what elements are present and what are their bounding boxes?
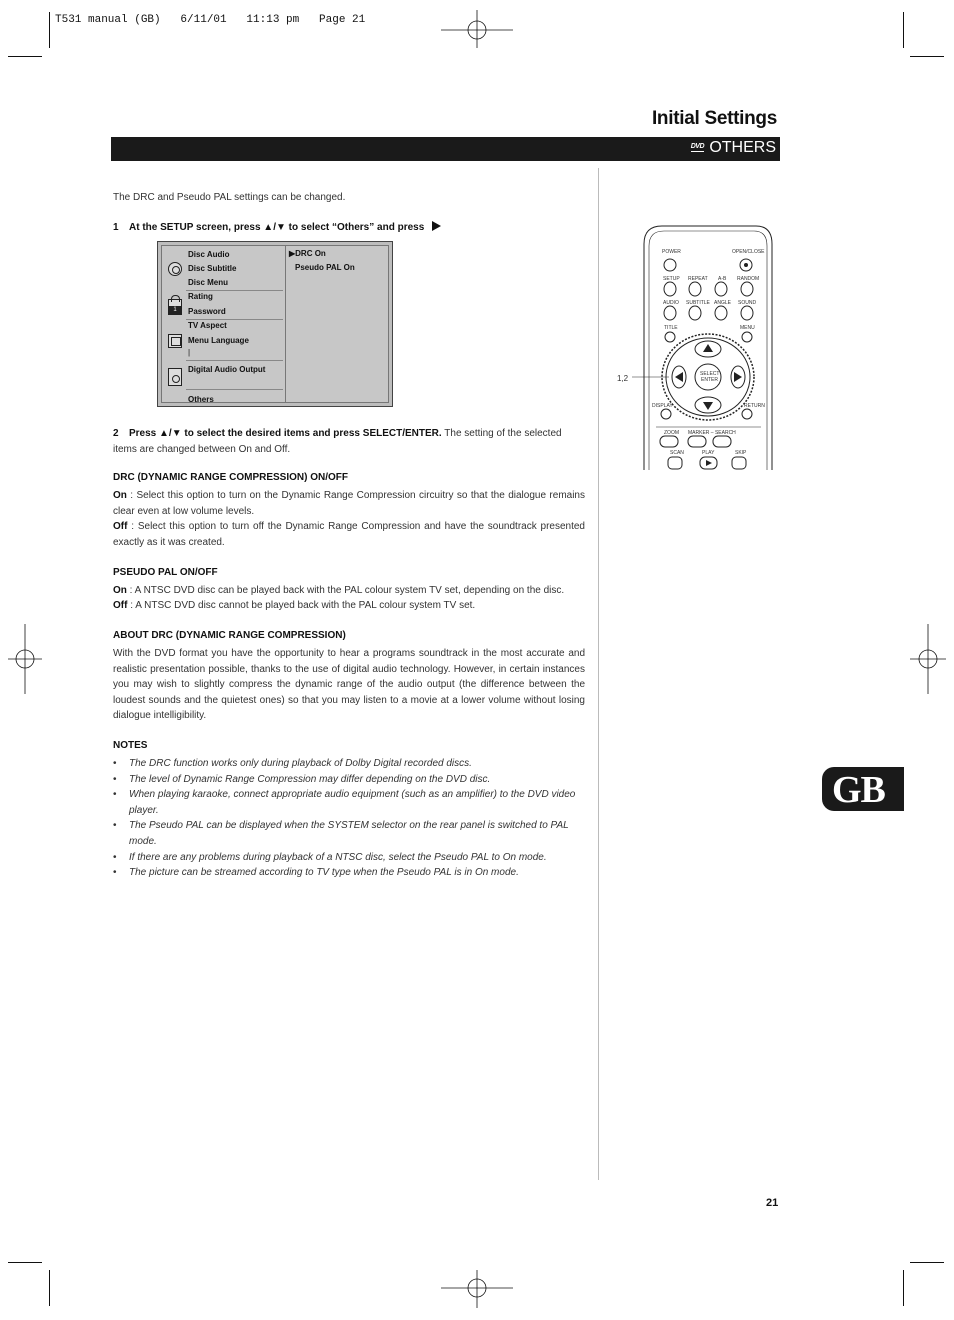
pal-on-paragraph bbox=[113, 583, 585, 599]
label-repeat: REPEAT bbox=[688, 276, 708, 282]
pal-off-paragraph bbox=[113, 598, 585, 614]
setup-menu bbox=[162, 246, 286, 402]
label-angle: ANGLE bbox=[714, 300, 731, 306]
menu-item-rating: Rating bbox=[188, 292, 213, 301]
notes-list bbox=[113, 756, 585, 881]
label-skip: SKIP bbox=[735, 450, 747, 456]
pal-on-label: On bbox=[113, 585, 127, 596]
note-item: • When playing karaoke, connect appropriate audio equipment (such as an amplifier) to the DVD video player. bbox=[113, 787, 585, 818]
label-return: RETURN bbox=[744, 403, 765, 409]
notes-heading: NOTES bbox=[113, 740, 148, 751]
remote-control-illustration bbox=[606, 222, 776, 472]
step-1 bbox=[113, 221, 441, 233]
label-audio: AUDIO bbox=[663, 300, 679, 306]
setup-screen bbox=[157, 241, 393, 407]
section-bar bbox=[111, 137, 780, 161]
drc-on-paragraph bbox=[113, 488, 585, 519]
lock-icon: 1 bbox=[168, 299, 182, 315]
step-number: 1 bbox=[113, 222, 119, 233]
label-title: TITLE bbox=[664, 325, 678, 331]
section-label: OTHERS bbox=[709, 139, 776, 156]
label-display: DISPLAY bbox=[652, 403, 673, 409]
menu-item-divider-mark: | bbox=[188, 348, 191, 357]
menu-item-disc-menu: Disc Menu bbox=[188, 278, 229, 287]
label-sound: SOUND bbox=[738, 300, 757, 306]
pal-off-text: : A NTSC DVD disc cannot be played back with the PAL colour system TV set. bbox=[127, 600, 476, 611]
menu-item-tv-aspect: TV Aspect bbox=[188, 321, 227, 330]
about-drc-text: With the DVD format you have the opportunity to hear a programs soundtrack in the most accurate and realistic presentation possible, thanks to the use of digital audio technology. However, in certain instances you may wish to slightly compress the dynamic range of the audio output (the difference between the loudest sounds and the quietest ones) so that you may listen to a movie at a lower volume without losing dialogue intelligibility. bbox=[113, 648, 585, 722]
label-ab: A-B bbox=[718, 276, 727, 282]
label-marker-search: MARKER – SEARCH bbox=[688, 430, 736, 436]
disc-icon bbox=[168, 262, 182, 276]
label-enter: ENTER bbox=[701, 377, 718, 383]
label-setup: SETUP bbox=[663, 276, 680, 282]
drc-off-label: Off bbox=[113, 521, 128, 532]
label-power: POWER bbox=[662, 249, 681, 255]
dvd-logo-icon: DVD bbox=[690, 143, 704, 150]
label-open-close: OPEN/CLOSE bbox=[732, 249, 765, 255]
pal-heading: PSEUDO PAL ON/OFF bbox=[113, 567, 218, 578]
label-zoom: ZOOM bbox=[664, 430, 679, 436]
menu-item-others: Others bbox=[188, 395, 214, 404]
about-drc-heading: ABOUT DRC (DYNAMIC RANGE COMPRESSION) bbox=[113, 630, 346, 641]
note-item: • If there are any problems during playback of a NTSC disc, select the Pseudo PAL to On mode. bbox=[113, 850, 585, 866]
column-divider bbox=[598, 168, 599, 1180]
menu-item-menu-language: Menu Language bbox=[188, 336, 249, 345]
step-text: At the SETUP screen, press ▲/▼ to select “Others” and press bbox=[129, 222, 425, 233]
step-2 bbox=[113, 426, 585, 457]
label-menu: MENU bbox=[740, 325, 755, 331]
option-drc: ▶DRC On bbox=[289, 249, 326, 258]
step-2-detail: The setting of the selected items are changed between On and Off. bbox=[113, 428, 562, 455]
note-item: • The level of Dynamic Range Compression may differ depending on the DVD disc. bbox=[113, 772, 585, 788]
callout-label: 1,2 bbox=[617, 374, 629, 383]
label-subtitle: SUBTITLE bbox=[686, 300, 710, 306]
menu-item-digital-audio-output: Digital Audio Output bbox=[188, 365, 266, 374]
menu-item-password: Password bbox=[188, 307, 226, 316]
menu-item-disc-subtitle: Disc Subtitle bbox=[188, 264, 237, 273]
drc-off-text: : Select this option to turn off the Dynamic Range Compression and have the soundtrack presented exactly as it was created. bbox=[113, 521, 585, 548]
menu-item-disc-audio: Disc Audio bbox=[188, 250, 230, 259]
note-item: • The Pseudo PAL can be displayed when the SYSTEM selector on the rear panel is switched to PAL mode. bbox=[113, 818, 585, 849]
print-header: T531 manual (GB) 6/11/01 11:13 pm Page 21 bbox=[55, 14, 366, 26]
page-number: 21 bbox=[766, 1197, 779, 1209]
option-pseudo-pal: Pseudo PAL On bbox=[295, 263, 355, 272]
note-item: • The DRC function works only during playback of Dolby Digital recorded discs. bbox=[113, 756, 585, 772]
speaker-icon bbox=[168, 368, 182, 386]
note-item: • The picture can be streamed according to TV type when the Pseudo PAL is in On mode. bbox=[113, 865, 585, 881]
step-2-instruction: Press ▲/▼ to select the desired items and press SELECT/ENTER. bbox=[129, 428, 442, 439]
language-tab-label: GB bbox=[832, 769, 885, 811]
play-arrow-icon bbox=[432, 221, 441, 231]
label-random: RANDOM bbox=[737, 276, 760, 282]
language-tab bbox=[822, 767, 904, 811]
drc-on-label: On bbox=[113, 490, 127, 501]
label-scan: SCAN bbox=[670, 450, 684, 456]
drc-off-paragraph bbox=[113, 519, 585, 550]
step-number: 2 bbox=[113, 428, 119, 439]
drc-heading: DRC (DYNAMIC RANGE COMPRESSION) ON/OFF bbox=[113, 472, 348, 483]
label-play: PLAY bbox=[702, 450, 715, 456]
pal-on-text: : A NTSC DVD disc can be played back with the PAL colour system TV set, depending on the disc. bbox=[126, 585, 565, 596]
label-select: SELECT bbox=[700, 371, 720, 377]
tv-icon bbox=[168, 334, 182, 348]
drc-on-text: : Select this option to turn on the Dynamic Range Compression circuitry so that the dialogue remains clear even at low volume levels. bbox=[113, 490, 585, 517]
intro-text: The DRC and Pseudo PAL settings can be changed. bbox=[113, 192, 346, 203]
page-title: Initial Settings bbox=[651, 108, 777, 129]
pal-off-label: Off bbox=[113, 600, 128, 611]
